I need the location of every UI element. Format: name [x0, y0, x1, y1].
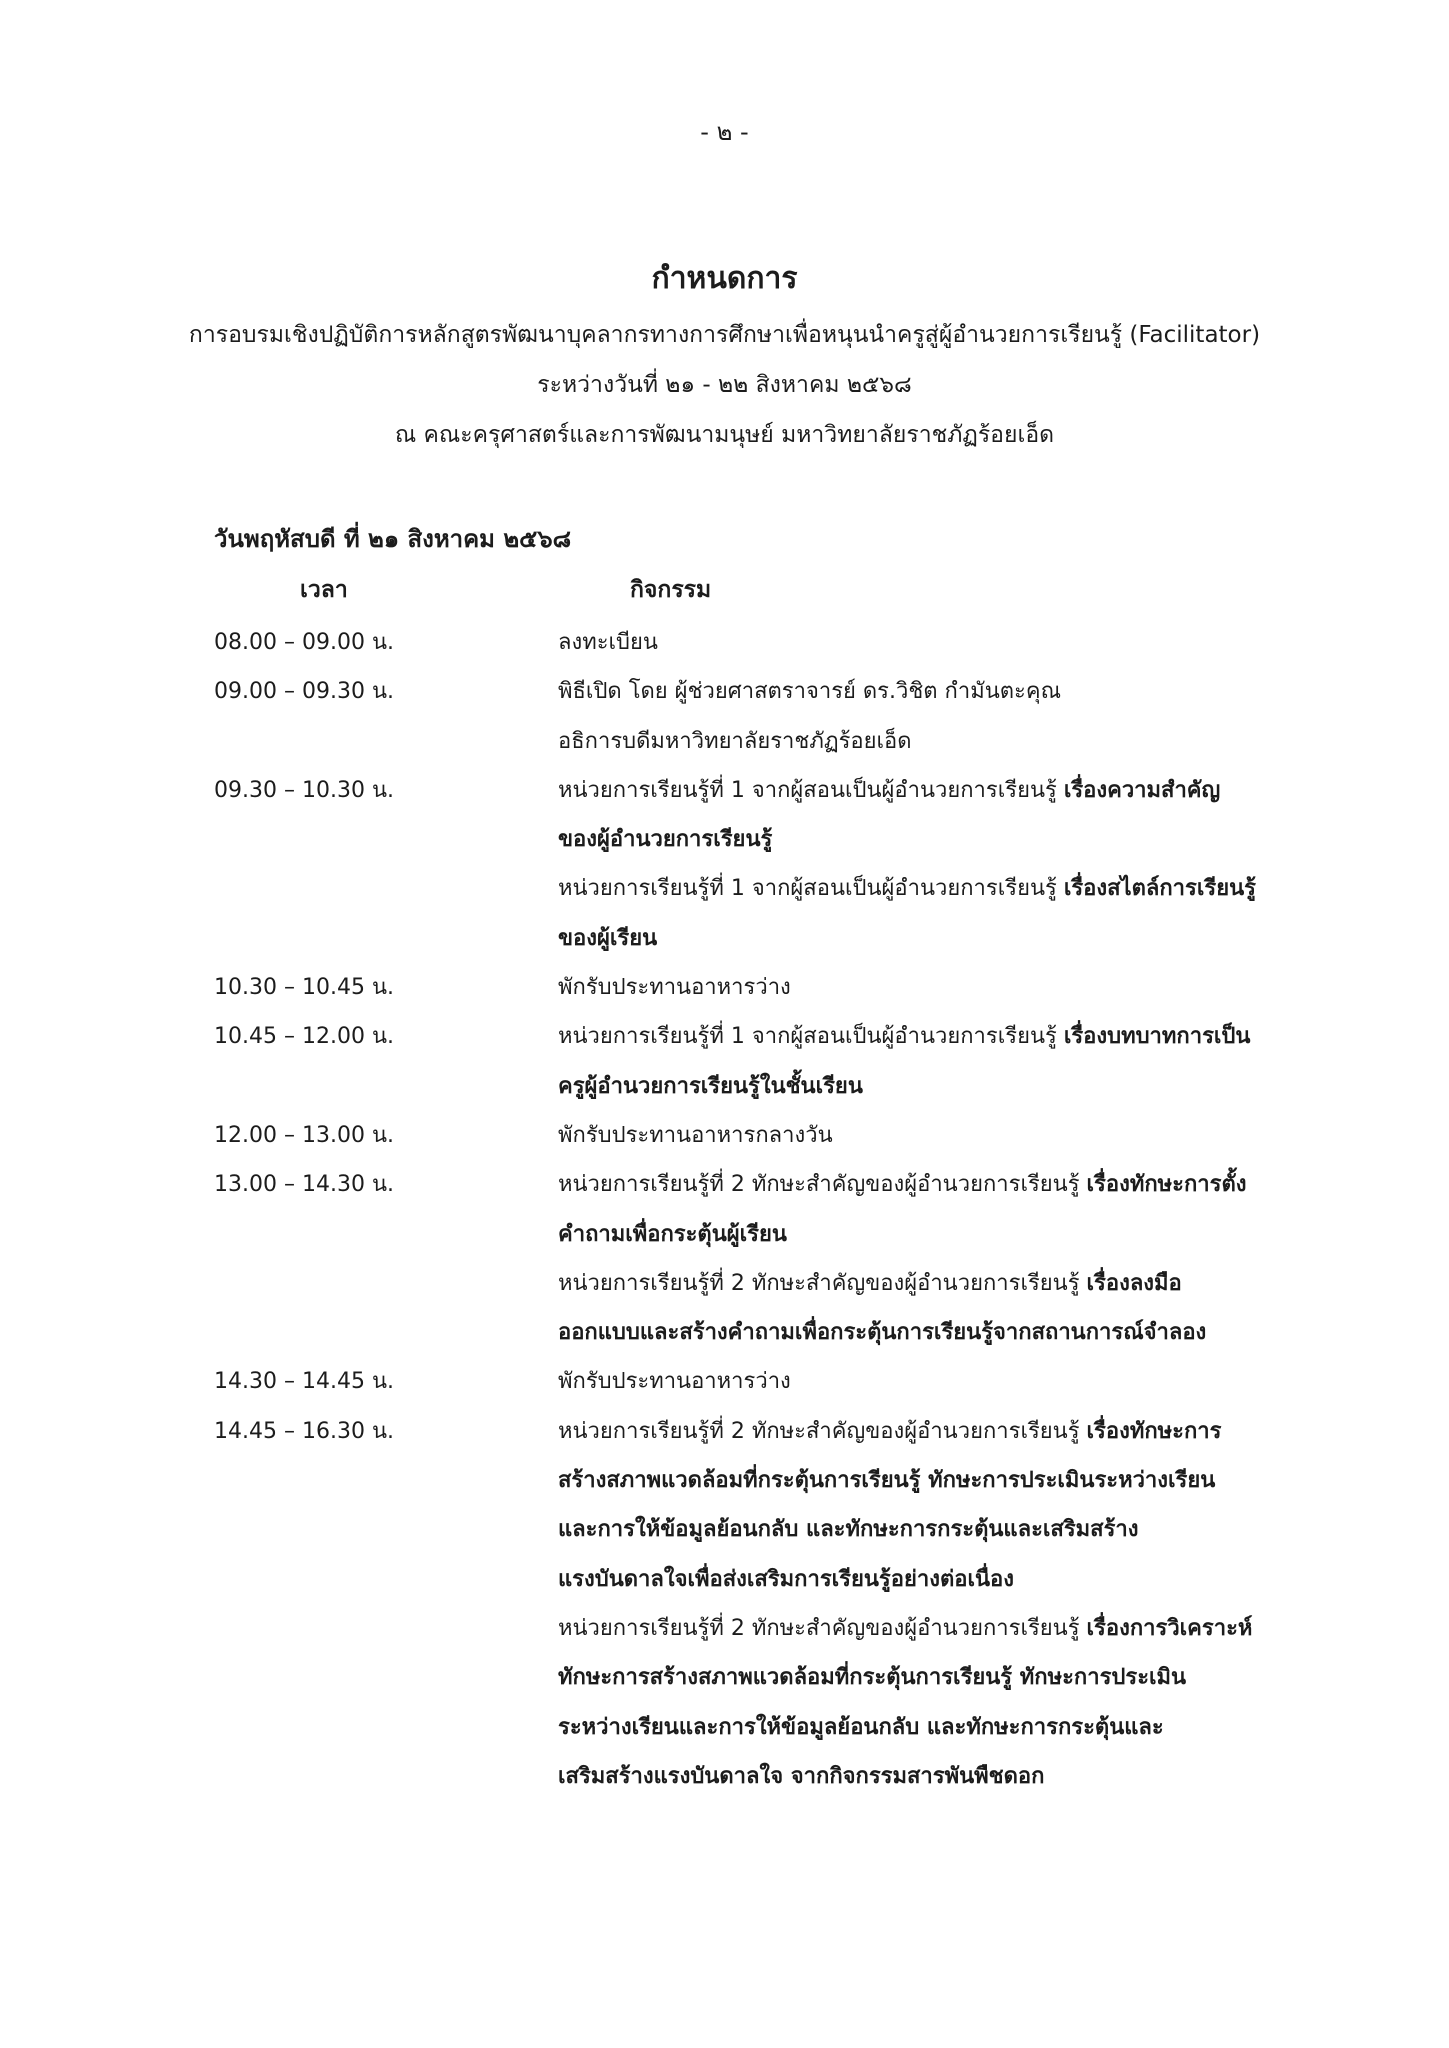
- document-title: กำหนดการ: [651, 261, 798, 296]
- activity-line: ลงทะเบียน: [558, 630, 658, 655]
- activity-text: หน่วยการเรียนรู้ที่ 2 ทักษะสำคัญของผู้อำนวยการเรียนรู้: [558, 1615, 1087, 1641]
- schedule-row: [214, 963, 1344, 1012]
- activity-topic-line: สร้างสภาพแวดล้อมที่กระตุ้นการเรียนรู้ ทักษะการประเมินระหว่างเรียน: [558, 1468, 1216, 1494]
- activity-topic-line: ออกแบบและสร้างคำถามเพื่อกระตุ้นการเรียนรู้จากสถานการณ์จำลอง: [558, 1320, 1207, 1346]
- activity-topic-line: ระหว่างเรียนและการให้ข้อมูลย้อนกลับ และทักษะการกระตุ้นและ: [558, 1714, 1164, 1740]
- time-cell: 14.30 – 14.45 น.: [214, 1369, 394, 1395]
- activity-cell: [558, 1407, 1344, 1801]
- activity-topic: เรื่องทักษะการตั้ง: [1086, 1172, 1247, 1198]
- activity-topic-line: คำถามเพื่อกระตุ้นผู้เรียน: [558, 1221, 787, 1247]
- activity-line: [558, 1160, 1344, 1209]
- schedule-row: [214, 766, 1344, 963]
- time-cell: 10.30 – 10.45 น.: [214, 975, 394, 1001]
- time-cell: 09.30 – 10.30 น.: [214, 777, 394, 803]
- activity-topic: เรื่องบทบาทการเป็น: [1063, 1024, 1251, 1050]
- activity-line: [558, 1259, 1344, 1308]
- time-cell: 08.00 – 09.00 น.: [214, 630, 394, 655]
- activity-cell: [558, 1160, 1344, 1357]
- activity-topic-line: ทักษะการสร้างสภาพแวดล้อมที่กระตุ้นการเรียนรู้ ทักษะการประเมิน: [558, 1665, 1187, 1691]
- activity-text: หน่วยการเรียนรู้ที่ 2 ทักษะสำคัญของผู้อำนวยการเรียนรู้: [558, 1270, 1087, 1296]
- activity-topic-line: และการให้ข้อมูลย้อนกลับ และทักษะการกระตุ้นและเสริมสร้าง: [558, 1517, 1139, 1543]
- activity-line: [558, 766, 1344, 815]
- activity-cell: [558, 1111, 1344, 1160]
- activity-column-header: กิจกรรม: [630, 577, 712, 603]
- schedule-row: [214, 1160, 1344, 1357]
- activity-cell: [558, 1012, 1344, 1111]
- schedule-row: [214, 1012, 1344, 1111]
- time-cell: 14.45 – 16.30 น.: [214, 1418, 394, 1444]
- activity-text: หน่วยการเรียนรู้ที่ 2 ทักษะสำคัญของผู้อำนวยการเรียนรู้: [558, 1418, 1087, 1444]
- schedule-row: [214, 1111, 1344, 1160]
- activity-cell: [558, 618, 1344, 667]
- activity-topic: เรื่องทักษะการ: [1086, 1418, 1222, 1444]
- venue: ณ คณะครุศาสตร์และการพัฒนามนุษย์ มหาวิทยาลัยราชภัฏร้อยเอ็ด: [394, 422, 1055, 448]
- time-cell: 09.00 – 09.30 น.: [214, 679, 394, 705]
- activity-text: หน่วยการเรียนรู้ที่ 1 จากผู้สอนเป็นผู้อำนวยการเรียนรู้: [558, 876, 1064, 902]
- activity-cell: [558, 1357, 1344, 1406]
- activity-line: พักรับประทานอาหารว่าง: [558, 975, 791, 1001]
- time-cell: 13.00 – 14.30 น.: [214, 1172, 394, 1198]
- activity-line: พักรับประทานอาหารกลางวัน: [558, 1122, 833, 1148]
- activity-line: พักรับประทานอาหารว่าง: [558, 1369, 791, 1395]
- activity-topic: เรื่องสไตล์การเรียนรู้: [1063, 876, 1256, 902]
- activity-line: [558, 1604, 1344, 1653]
- activity-topic: เรื่องการวิเคราะห์: [1086, 1615, 1253, 1641]
- document-subtitle: การอบรมเชิงปฏิบัติการหลักสูตรพัฒนาบุคลากรทางการศึกษาเพื่อหนุนนำครูสู่ผู้อำนวยการเรียนรู้ (Facilitator): [188, 322, 1261, 348]
- time-cell: 10.45 – 12.00 น.: [214, 1024, 394, 1050]
- page-number: - ๒ -: [700, 118, 749, 146]
- activity-text: หน่วยการเรียนรู้ที่ 1 จากผู้สอนเป็นผู้อำนวยการเรียนรู้: [558, 777, 1064, 803]
- activity-line: [558, 1407, 1344, 1456]
- activity-topic-line: แรงบันดาลใจเพื่อส่งเสริมการเรียนรู้อย่างต่อเนื่อง: [558, 1566, 1014, 1592]
- time-column-header: เวลา: [300, 577, 348, 603]
- activity-topic-line: ของผู้เรียน: [558, 925, 658, 951]
- activity-line: พิธีเปิด โดย ผู้ช่วยศาสตราจารย์ ดร.วิชิต กำมันตะคุณ: [558, 679, 1062, 705]
- activity-topic: เรื่องความสำคัญ: [1063, 777, 1221, 803]
- activity-text: หน่วยการเรียนรู้ที่ 2 ทักษะสำคัญของผู้อำนวยการเรียนรู้: [558, 1172, 1087, 1198]
- activity-line: [558, 1012, 1344, 1061]
- day-heading: วันพฤหัสบดี ที่ ๒๑ สิงหาคม ๒๕๖๘: [214, 525, 572, 553]
- activity-topic-line: เสริมสร้างแรงบันดาลใจ จากกิจกรรมสารพันพืชดอก: [558, 1763, 1045, 1789]
- schedule-row: [214, 618, 1344, 667]
- activity-line: [558, 864, 1344, 913]
- schedule-table: [214, 618, 1344, 1801]
- schedule-row: [214, 1407, 1344, 1801]
- activity-topic: เรื่องลงมือ: [1086, 1270, 1182, 1296]
- activity-text: หน่วยการเรียนรู้ที่ 1 จากผู้สอนเป็นผู้อำนวยการเรียนรู้: [558, 1024, 1064, 1050]
- activity-line: อธิการบดีมหาวิทยาลัยราชภัฏร้อยเอ็ด: [558, 728, 912, 754]
- activity-cell: [558, 667, 1344, 766]
- activity-topic-line: ของผู้อำนวยการเรียนรู้: [558, 827, 773, 853]
- date-range: ระหว่างวันที่ ๒๑ - ๒๒ สิงหาคม ๒๕๖๘: [537, 372, 912, 398]
- activity-cell: [558, 766, 1344, 963]
- document-header: [0, 258, 1449, 460]
- schedule-row: [214, 667, 1344, 766]
- time-cell: 12.00 – 13.00 น.: [214, 1122, 394, 1148]
- activity-topic-line: ครูผู้อำนวยการเรียนรู้ในชั้นเรียน: [558, 1073, 863, 1099]
- activity-cell: [558, 963, 1344, 1012]
- schedule-row: [214, 1357, 1344, 1406]
